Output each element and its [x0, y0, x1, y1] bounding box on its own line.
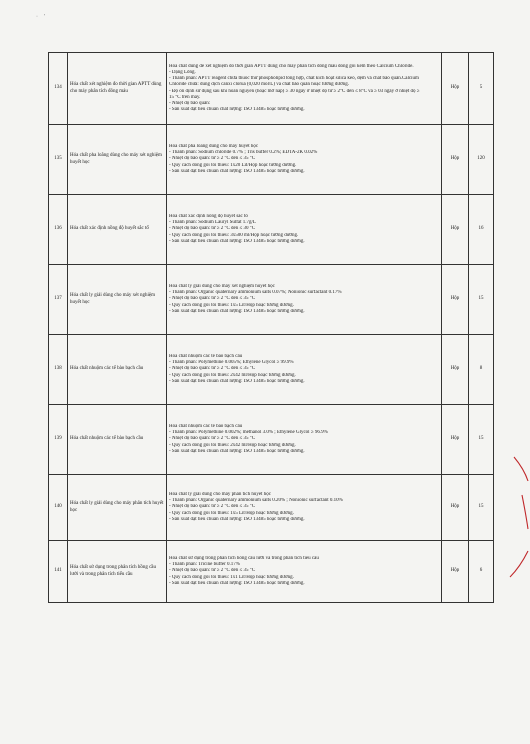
item-name: Hóa chất xác định nồng độ huyết sắc tố — [68, 195, 167, 265]
row-index: 141 — [49, 541, 68, 603]
spec-line: - Quy cách đóng gói tối thiểu: 1x1 Lít/Hộp hoặc tương đương. — [169, 574, 294, 580]
spec-line: - Dạng Lỏng. — [169, 70, 196, 76]
spec-line: - Quy cách đóng gói tối thiểu: 1x5 Lít/Hộp hoặc tương đương. — [169, 510, 294, 516]
item-name: Hóa chất nhuộm các tế bào bạch cầu — [68, 405, 167, 475]
item-name: Hóa chất ly giải dùng cho máy phân tích huyết học — [68, 475, 167, 541]
spec-line: - Quy cách đóng gói tối thiểu: 3x500 ml/Hộp hoặc tương đương. — [169, 232, 299, 238]
spec-line: - Nhiệt độ bảo quản: từ ≥ 2 °C đến ≤ 35 °C — [169, 504, 256, 510]
item-specification — [167, 195, 442, 265]
spec-line: - Sản xuất đạt tiêu chuẩn chất lượng: ISO 13485 hoặc tương đương. — [169, 308, 305, 314]
spec-line: Chloride chứa: dung dịch canxi clorua (0,020 mol/L) và chất bảo quản hoặc tương đương. — [169, 82, 350, 88]
spec-line: - Nhiệt độ bảo quản: từ ≥ 2 °C đến ≤ 30 °C — [169, 226, 256, 232]
spec-line: - Sản xuất đạt tiêu chuẩn chất lượng: ISO 13485 hoặc tương đương. — [169, 106, 305, 112]
spec-line: - Nhiệt độ bảo quản: từ ≥ 2 °C đến ≤ 35 °C — [169, 436, 256, 442]
spec-line: - Quy cách đóng gói tối thiểu: 2x42 ml/Hộp hoặc tương đương. — [169, 372, 296, 378]
spec-line: 15 °C trên máy. — [169, 94, 201, 100]
spec-line: - Quy cách đóng gói tối thiểu: 2x42 ml/Hộp hoặc tương đương. — [169, 442, 296, 448]
spec-line: - Sản xuất đạt tiêu chuẩn chất lượng: ISO 13485 hoặc tương đương. — [169, 580, 305, 586]
quantity-cell: 8 — [469, 335, 494, 405]
row-index: 139 — [49, 405, 68, 475]
table-row — [49, 125, 494, 195]
row-index: 138 — [49, 335, 68, 405]
item-specification — [167, 405, 442, 475]
quantity-cell: 5 — [469, 53, 494, 125]
spec-line: - Nhiệt độ bảo quản: — [169, 100, 211, 106]
spec-line: Hóa chất xác định nồng độ huyết sắc tố — [169, 214, 248, 220]
item-specification — [167, 335, 442, 405]
item-name: Hóa chất xét nghiệm đo thời gian APTT dùng cho máy phân tích đông máu — [68, 53, 167, 125]
quantity-cell: 6 — [469, 541, 494, 603]
unit-cell: Hộp — [442, 475, 469, 541]
spec-line: - Nhiệt độ bảo quản: từ ≥ 2 °C đến ≤ 35 °C — [169, 366, 256, 372]
spec-line: - Thành phần: APTT reagent chứa thuốc thử phospholipid tổng hợp, chất kích hoạt silica keo, đệm và chất bảo quản.Calcium — [169, 76, 419, 82]
table-row — [49, 405, 494, 475]
spec-line: - Thành phần: Polymethine 0.002%; methanol 3.0% ; Ethylene Glycol ≥ 96.9% — [169, 430, 328, 436]
table-row — [49, 53, 494, 125]
item-name: Hóa chất nhuộm các tế bào bạch cầu — [68, 335, 167, 405]
specification-table — [48, 52, 494, 603]
spec-line: - Nhiệt độ bảo quản: từ ≥ 2 °C đến ≤ 35 °C — [169, 156, 256, 162]
spec-line: Hóa chất ly giải dùng cho máy phân tích huyết học — [169, 492, 271, 498]
item-specification — [167, 125, 442, 195]
unit-cell: Hộp — [442, 405, 469, 475]
spec-line: Hóa chất nhuộm các tế bào bạch cầu — [169, 424, 243, 430]
quantity-cell: 120 — [469, 125, 494, 195]
unit-cell: Hộp — [442, 335, 469, 405]
unit-cell: Hộp — [442, 53, 469, 125]
margin-pen-marks — [504, 455, 530, 585]
spec-line: - Quy cách đóng gói tối thiểu: 1x5 Lít/Hộp hoặc tương đương. — [169, 302, 294, 308]
row-index: 136 — [49, 195, 68, 265]
spec-line: - Độ ổn định sử dụng sau khi hoàn nguyên (hoặc mở nắp) ≥ 30 ngày ở nhiệt độ từ ≥ 2°C đến ≤ 8°C và ≥ 03 ngày ở nhiệt độ ≥ — [169, 88, 420, 94]
spec-line: Hóa chất sử dụng trong phân tích hồng cầu lưới và trong phân tích tiểu cầu — [169, 556, 319, 562]
spec-line: - Thành phần: Organic quaternary ammonium salts 0.07%; Nonionic surfactant 0.17% — [169, 290, 342, 296]
spec-line: - Quy cách đóng gói tối thiểu: 1x20 Lít/Hộp hoặc tương đương. — [169, 162, 297, 168]
quantity-cell: 16 — [469, 195, 494, 265]
spec-line: - Sản xuất đạt tiêu chuẩn chất lượng: ISO 13485 hoặc tương đương. — [169, 238, 305, 244]
item-specification — [167, 475, 442, 541]
item-specification — [167, 53, 442, 125]
spec-line: - Thành phần: Sodium chloride 0.7% ; Tris buffer 0.2%; EDTA-2K 0.02% — [169, 150, 318, 156]
row-index: 137 — [49, 265, 68, 335]
quantity-cell: 15 — [469, 475, 494, 541]
spec-line: - Sản xuất đạt tiêu chuẩn chất lượng: ISO 13485 hoặc tương đương. — [169, 168, 305, 174]
spec-line: Hóa chất ly giải dùng cho máy xét nghiệm huyết học — [169, 284, 275, 290]
spec-line: - Thành phần: Organic quaternary ammonium salts 0.20% ; Nonionic surfactant 0.10% — [169, 498, 343, 504]
item-name: Hóa chất sử dụng trong phân tích hồng cầu lưới và trong phân tích tiểu cầu — [68, 541, 167, 603]
row-index: 135 — [49, 125, 68, 195]
quantity-cell: 15 — [469, 405, 494, 475]
spec-line: - Nhiệt độ bảo quản: từ ≥ 2 °C đến ≤ 35 °C — [169, 568, 256, 574]
spec-line: Hóa chất pha loãng dùng cho máy huyết học — [169, 144, 259, 150]
unit-cell: Hộp — [442, 265, 469, 335]
table-row — [49, 335, 494, 405]
unit-cell: Hộp — [442, 195, 469, 265]
item-name: Hóa chất pha loãng dùng cho máy xét nghiệm huyết học — [68, 125, 167, 195]
item-name: Hóa chất ly giải dùng cho máy xét nghiệm huyết học — [68, 265, 167, 335]
spec-line: - Thành phần: Tricine buffer 0.17% — [169, 562, 240, 568]
spec-line: - Sản xuất đạt tiêu chuẩn chất lượng: ISO 13485 hoặc tương đương. — [169, 448, 305, 454]
spec-line: - Nhiệt độ bảo quản: từ ≥ 2 °C đến ≤ 35 °C — [169, 296, 256, 302]
table-body — [49, 53, 494, 603]
row-index: 140 — [49, 475, 68, 541]
table-row — [49, 541, 494, 603]
spec-line: - Thành phần: Polymethine 0.005%; Ethylene Glycol ≥ 99.9% — [169, 360, 294, 366]
scan-noise: · ' — [36, 14, 46, 20]
spec-line: - Sản xuất đạt tiêu chuẩn chất lượng: ISO 13485 hoặc tương đương. — [169, 378, 305, 384]
spec-line: Hóa chất nhuộm các tế bào bạch cầu — [169, 354, 243, 360]
spec-line: - Sản xuất đạt tiêu chuẩn chất lượng: ISO 13485 hoặc tương đương. — [169, 516, 305, 522]
unit-cell: Hộp — [442, 541, 469, 603]
spec-line: - Thành phần: Sodium Lauryl Sulfat 1.7g/L — [169, 220, 256, 226]
unit-cell: Hộp — [442, 125, 469, 195]
table-row — [49, 265, 494, 335]
item-specification — [167, 541, 442, 603]
quantity-cell: 15 — [469, 265, 494, 335]
item-specification — [167, 265, 442, 335]
table-row — [49, 195, 494, 265]
spec-line: Hóa chất dùng để xét nghiệm đo thời gian APTT dùng cho máy phân tích đông máu đóng gói kèm theo Calcium Chloride. — [169, 64, 414, 70]
table-row — [49, 475, 494, 541]
row-index: 134 — [49, 53, 68, 125]
